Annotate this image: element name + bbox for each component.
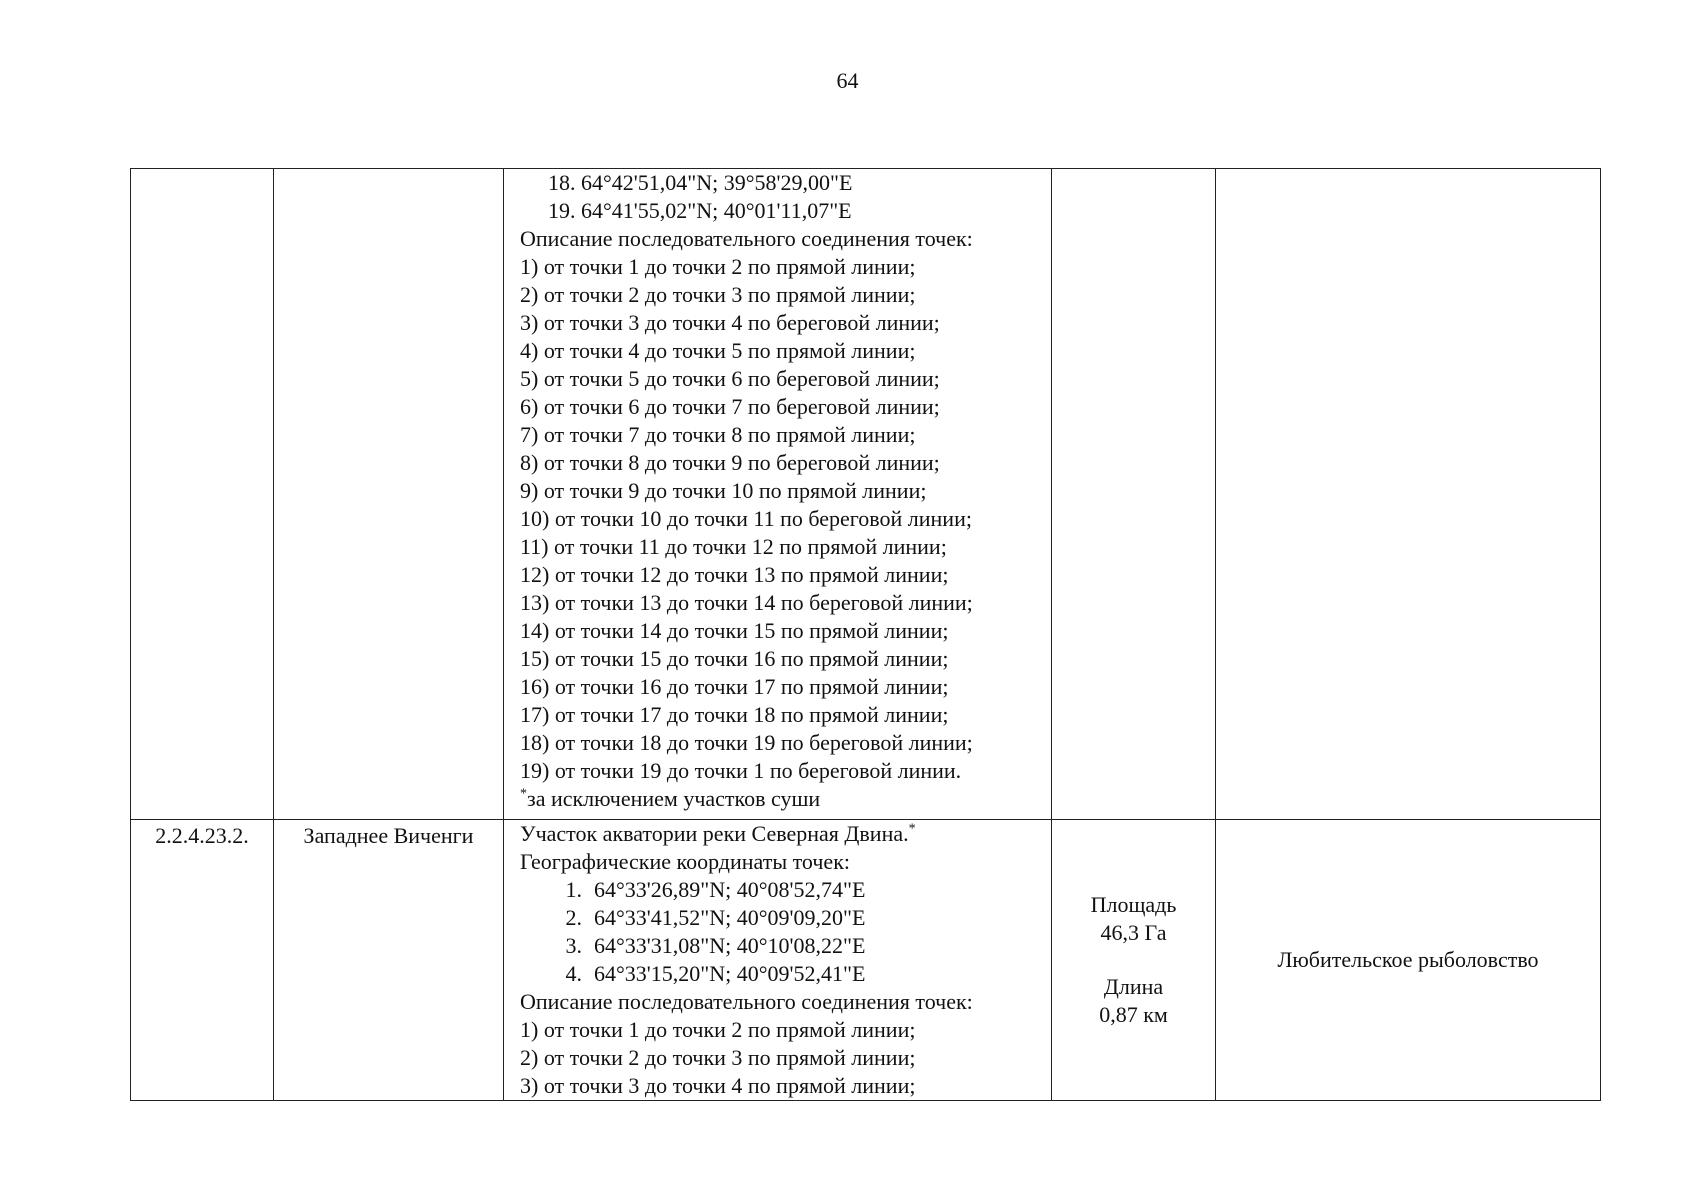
- connection-title: Описание последовательного соединения точек:: [520, 989, 973, 1014]
- connection-line: 19) от точки 19 до точки 1 по береговой линии.: [520, 758, 962, 783]
- connection-line: 13) от точки 13 до точки 14 по береговой линии;: [520, 590, 973, 615]
- area-label: Площадь: [1090, 892, 1177, 917]
- connection-line: 7) от точки 7 до точки 8 по прямой линии;: [520, 422, 916, 447]
- connection-line: 15) от точки 15 до точки 16 по прямой линии;: [520, 646, 949, 671]
- name-cell: Западнее Виченги: [274, 820, 504, 1101]
- length-value: 0,87 км: [1099, 1002, 1168, 1027]
- connection-line: 12) от точки 12 до точки 13 по прямой линии;: [520, 562, 949, 587]
- coordinate-number: 19.: [548, 198, 576, 223]
- coordinate-line: [520, 876, 1045, 904]
- connection-line: 9) от точки 9 до точки 10 по прямой линии;: [520, 478, 927, 503]
- connection-line: 3) от точки 3 до точки 4 по прямой линии;: [520, 1073, 916, 1098]
- description-cell: [504, 820, 1052, 1101]
- connection-line: 2) от точки 2 до точки 3 по прямой линии;: [520, 1045, 916, 1070]
- parameters-cell: [1052, 169, 1216, 820]
- connection-line: 4) от точки 4 до точки 5 по прямой линии;: [520, 338, 916, 363]
- coordinate-value: 64°33'26,89"N; 40°08'52,74"E: [594, 877, 866, 902]
- connection-line: 11) от точки 11 до точки 12 по прямой линии;: [520, 534, 947, 559]
- coordinate-line: [520, 904, 1045, 932]
- area-title: [520, 820, 1045, 848]
- coordinate-line: [520, 960, 1045, 988]
- code-cell: 2.2.4.23.2.: [131, 820, 274, 1101]
- table-row: [131, 820, 1601, 1101]
- connection-line: 16) от точки 16 до точки 17 по прямой линии;: [520, 674, 949, 699]
- description-cell: [504, 169, 1052, 820]
- footnote-mark: *: [520, 786, 527, 802]
- connection-line: 8) от точки 8 до точки 9 по береговой линии;: [520, 450, 940, 475]
- area-value: 46,3 Га: [1100, 920, 1167, 945]
- table-row: [131, 169, 1601, 820]
- connection-line: 2) от точки 2 до точки 3 по прямой линии;: [520, 282, 916, 307]
- coordinate-value: 64°33'41,52"N; 40°09'09,20"E: [594, 905, 866, 930]
- coordinate-number: 3.: [565, 933, 582, 958]
- connection-line: 10) от точки 10 до точки 11 по береговой линии;: [520, 506, 972, 531]
- coordinate-line: [520, 169, 1045, 197]
- coordinate-number: 4.: [565, 961, 582, 986]
- area-title-text: Участок акватории реки Северная Двина.: [520, 821, 909, 846]
- connection-line: 1) от точки 1 до точки 2 по прямой линии;: [520, 254, 916, 279]
- connection-line: 6) от точки 6 до точки 7 по береговой линии;: [520, 394, 940, 419]
- coordinate-number: 2.: [565, 905, 582, 930]
- footnote: [520, 785, 1045, 813]
- connection-line: 1) от точки 1 до точки 2 по прямой линии;: [520, 1017, 916, 1042]
- page-number: 64: [836, 68, 859, 93]
- zones-table: [130, 168, 1601, 1101]
- coordinate-line: [520, 197, 1045, 225]
- footnote-text: за исключением участков суши: [527, 786, 821, 811]
- coordinate-number: 1.: [565, 877, 582, 902]
- coordinate-value: 64°33'15,20"N; 40°09'52,41"E: [594, 961, 866, 986]
- length-label: Длина: [1103, 974, 1164, 999]
- connection-line: 3) от точки 3 до точки 4 по береговой линии;: [520, 310, 940, 335]
- connection-line: 5) от точки 5 до точки 6 по береговой линии;: [520, 366, 940, 391]
- coordinate-value: 64°33'31,08"N; 40°10'08,22"E: [594, 933, 866, 958]
- connection-line: 17) от точки 17 до точки 18 по прямой линии;: [520, 702, 949, 727]
- coordinate-number: 18.: [548, 170, 576, 195]
- coordinates-title: Географические координаты точек:: [520, 849, 850, 874]
- coordinate-value: 64°41'55,02"N; 40°01'11,07"E: [581, 198, 852, 223]
- code-cell: [131, 169, 274, 820]
- coordinate-value: 64°42'51,04"N; 39°58'29,00"E: [581, 170, 853, 195]
- area-footnote-mark: *: [908, 821, 916, 837]
- coordinate-line: [520, 932, 1045, 960]
- connection-line: 18) от точки 18 до точки 19 по береговой линии;: [520, 730, 973, 755]
- name-cell: [274, 169, 504, 820]
- parameters-cell: [1052, 820, 1216, 1101]
- connection-line: 14) от точки 14 до точки 15 по прямой линии;: [520, 618, 949, 643]
- connection-title: Описание последовательного соединения точек:: [520, 226, 973, 251]
- purpose-cell: Любительское рыболовство: [1216, 820, 1601, 1101]
- purpose-cell: [1216, 169, 1601, 820]
